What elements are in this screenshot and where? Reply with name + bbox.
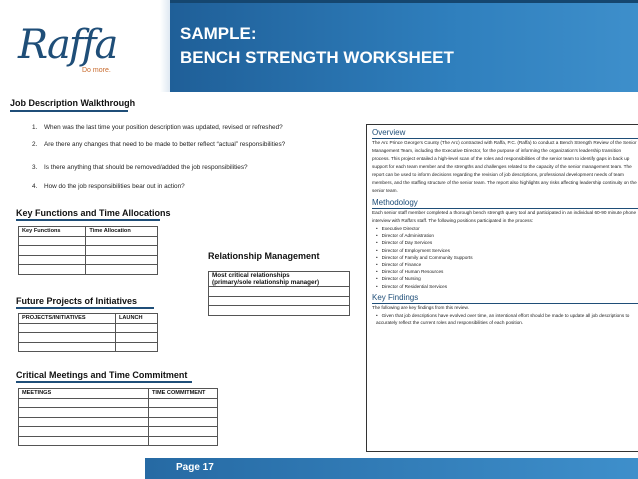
table-row [19, 236, 158, 246]
relationship-table [208, 271, 350, 316]
slide-title-line2: BENCH STRENGTH WORKSHEET [180, 48, 454, 67]
question-2: 2. Are there any changes that need to be made to better reflect “actual” responsibilities? [32, 141, 286, 148]
critical-meetings-heading: Critical Meetings and Time Commitment [16, 370, 188, 380]
methodology-heading: Methodology [372, 198, 638, 209]
company-logo: Raffa [18, 22, 117, 68]
heading-underline [10, 110, 128, 112]
list-item: • Director of Human Resources [376, 268, 638, 275]
findings-list [376, 312, 638, 326]
slide-header [170, 0, 638, 92]
table-header: MEETINGS [19, 389, 149, 399]
table-row [19, 427, 218, 437]
header-divider [160, 0, 170, 92]
report-panel [366, 124, 638, 452]
slide-title-line1: SAMPLE: [180, 24, 257, 43]
table-row [209, 306, 350, 316]
table-row [19, 398, 218, 408]
table-row [19, 265, 158, 275]
table-header: Most critical relationships (primary/sole relationship manager) [209, 272, 350, 287]
question-3: 3. Is there anything that should be removed/added the job responsibilities? [32, 164, 248, 171]
list-item: • Director of Family and Community Supports [376, 254, 638, 261]
table-header: LAUNCH [115, 314, 157, 324]
overview-text: The Arc Prince George's County (The Arc) contracted with Raffa, P.C. (Raffa) to conduct a Bench Strength Review of the Senior Management Team, including the Executive Director, for the purpose of informing the organization's leadership transition process. This project entailed a high-level scan of the roles and responsibilities of the senior team to identify gaps in back up support for each team member and the strengths and challenges related to the capacity of the senior management team. The report can be used to inform decisions regarding the revision of job descriptions, professional development needs of team members, and the staffing structure of the senior team. The report also highlights any risks affecting leadership continuity on the senior team. [372, 140, 637, 193]
table-row [19, 333, 158, 343]
table-row [209, 296, 350, 306]
heading-underline [16, 381, 192, 383]
table-row [19, 255, 158, 265]
future-projects-table [18, 313, 158, 352]
logo-tagline: Do more. [82, 67, 111, 74]
list-item: • Given that job descriptions have evolved over time, an intentional effort should be made to update all job descriptions to accurately reflect the current roles and responsibilities of each position. [376, 312, 638, 326]
list-item: • Director of Nursing [376, 275, 638, 282]
heading-underline [16, 219, 160, 221]
table-row [209, 287, 350, 297]
table-header: Key Functions [19, 227, 86, 237]
page-number: Page 17 [176, 462, 214, 473]
future-projects-heading: Future Projects of Initiatives [16, 296, 138, 306]
relationship-heading: Relationship Management [208, 251, 320, 261]
table-row [19, 408, 218, 418]
overview-heading: Overview [372, 128, 638, 139]
methodology-text: Each senior staff member completed a thorough bench strength query tool and participated in an individual 60-90 minute phone interview with Raffa's staff. The following positions participated in the process: [372, 210, 637, 223]
table-header: TIME COMMITMENT [149, 389, 218, 399]
table-row [19, 436, 218, 446]
table-header: Time Allocation [86, 227, 158, 237]
table-row [19, 342, 158, 352]
list-item: • Director of Employment Services [376, 247, 638, 254]
table-row [19, 323, 158, 333]
key-functions-heading: Key Functions and Time Allocations [16, 208, 171, 218]
critical-meetings-table [18, 388, 218, 446]
table-row [19, 246, 158, 256]
question-4: 4. How do the job responsibilities bear out in action? [32, 183, 185, 190]
findings-intro: The following are key findings from this review. [372, 304, 469, 310]
heading-underline [16, 307, 154, 309]
findings-heading: Key Findings [372, 293, 638, 304]
worksheet [10, 97, 637, 457]
footer-logo-space [0, 458, 145, 479]
header-stripe [170, 0, 638, 3]
logo-area [0, 0, 145, 92]
list-item: • Director of Administration [376, 232, 638, 239]
job-description-heading: Job Description Walkthrough [10, 98, 136, 108]
key-functions-table [18, 226, 158, 275]
list-item: • Director of Finance [376, 261, 638, 268]
table-header: PROJECTS/INITIATIVES [19, 314, 116, 324]
list-item: • Director of Residential Services [376, 283, 638, 290]
list-item: • Director of Day Services [376, 239, 638, 246]
positions-list [376, 225, 638, 290]
table-row [19, 417, 218, 427]
list-item: • Executive Director [376, 225, 638, 232]
question-1: 1. When was the last time your position description was updated, revised or refreshed? [32, 124, 283, 131]
